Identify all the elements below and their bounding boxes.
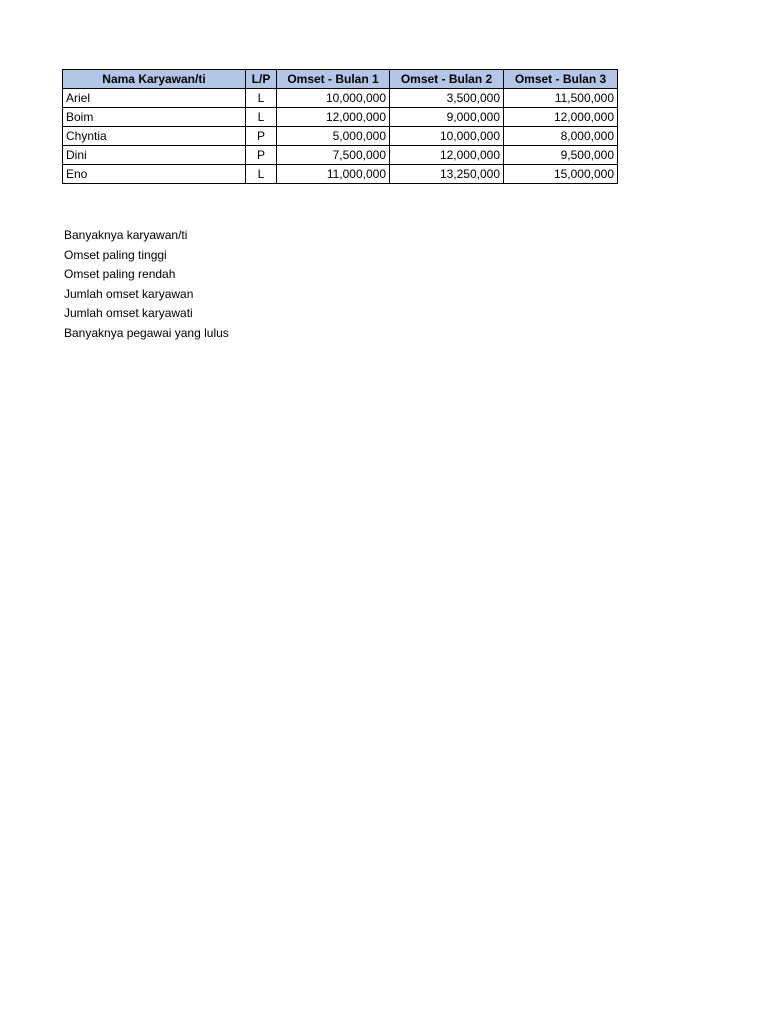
omset-table — [62, 69, 618, 184]
cell-lp: L — [246, 165, 277, 184]
cell-bulan-3: 9,500,000 — [504, 146, 618, 165]
table-row — [63, 165, 618, 184]
cell-bulan-3: 15,000,000 — [504, 165, 618, 184]
table-row — [63, 108, 618, 127]
cell-bulan-1: 11,000,000 — [277, 165, 390, 184]
header-bulan-3: Omset - Bulan 3 — [504, 70, 618, 89]
cell-bulan-1: 5,000,000 — [277, 127, 390, 146]
header-bulan-2: Omset - Bulan 2 — [390, 70, 504, 89]
table-header-row — [63, 70, 618, 89]
header-nama: Nama Karyawan/ti — [63, 70, 246, 89]
header-lp: L/P — [246, 70, 277, 89]
cell-bulan-2: 13,250,000 — [390, 165, 504, 184]
cell-bulan-2: 10,000,000 — [390, 127, 504, 146]
cell-bulan-1: 10,000,000 — [277, 89, 390, 108]
cell-name: Ariel — [63, 89, 246, 108]
cell-name: Dini — [63, 146, 246, 165]
cell-lp: P — [246, 127, 277, 146]
cell-bulan-2: 3,500,000 — [390, 89, 504, 108]
cell-bulan-3: 12,000,000 — [504, 108, 618, 127]
cell-bulan-3: 11,500,000 — [504, 89, 618, 108]
summary-label-pegawai-lulus: Banyaknya pegawai yang lulus — [64, 325, 229, 340]
table-row — [63, 127, 618, 146]
cell-bulan-1: 7,500,000 — [277, 146, 390, 165]
cell-bulan-2: 9,000,000 — [390, 108, 504, 127]
summary-label-jumlah-omset-karyawan: Jumlah omset karyawan — [64, 286, 194, 301]
cell-bulan-3: 8,000,000 — [504, 127, 618, 146]
cell-lp: P — [246, 146, 277, 165]
header-bulan-1: Omset - Bulan 1 — [277, 70, 390, 89]
summary-list — [64, 226, 229, 343]
cell-name: Boim — [63, 108, 246, 127]
summary-label-omset-terendah: Omset paling rendah — [64, 267, 176, 281]
table-row — [63, 89, 618, 108]
summary-label-banyaknya-karyawan: Banyaknya karyawan/ti — [64, 228, 188, 242]
cell-bulan-1: 12,000,000 — [277, 108, 390, 127]
cell-lp: L — [246, 108, 277, 127]
summary-label-jumlah-omset-karyawati: Jumlah omset karyawati — [64, 306, 193, 320]
cell-bulan-2: 12,000,000 — [390, 146, 504, 165]
table-row — [63, 146, 618, 165]
cell-name: Chyntia — [63, 127, 246, 146]
cell-lp: L — [246, 89, 277, 108]
summary-label-omset-tertinggi: Omset paling tinggi — [64, 247, 167, 262]
cell-name: Eno — [63, 165, 246, 184]
